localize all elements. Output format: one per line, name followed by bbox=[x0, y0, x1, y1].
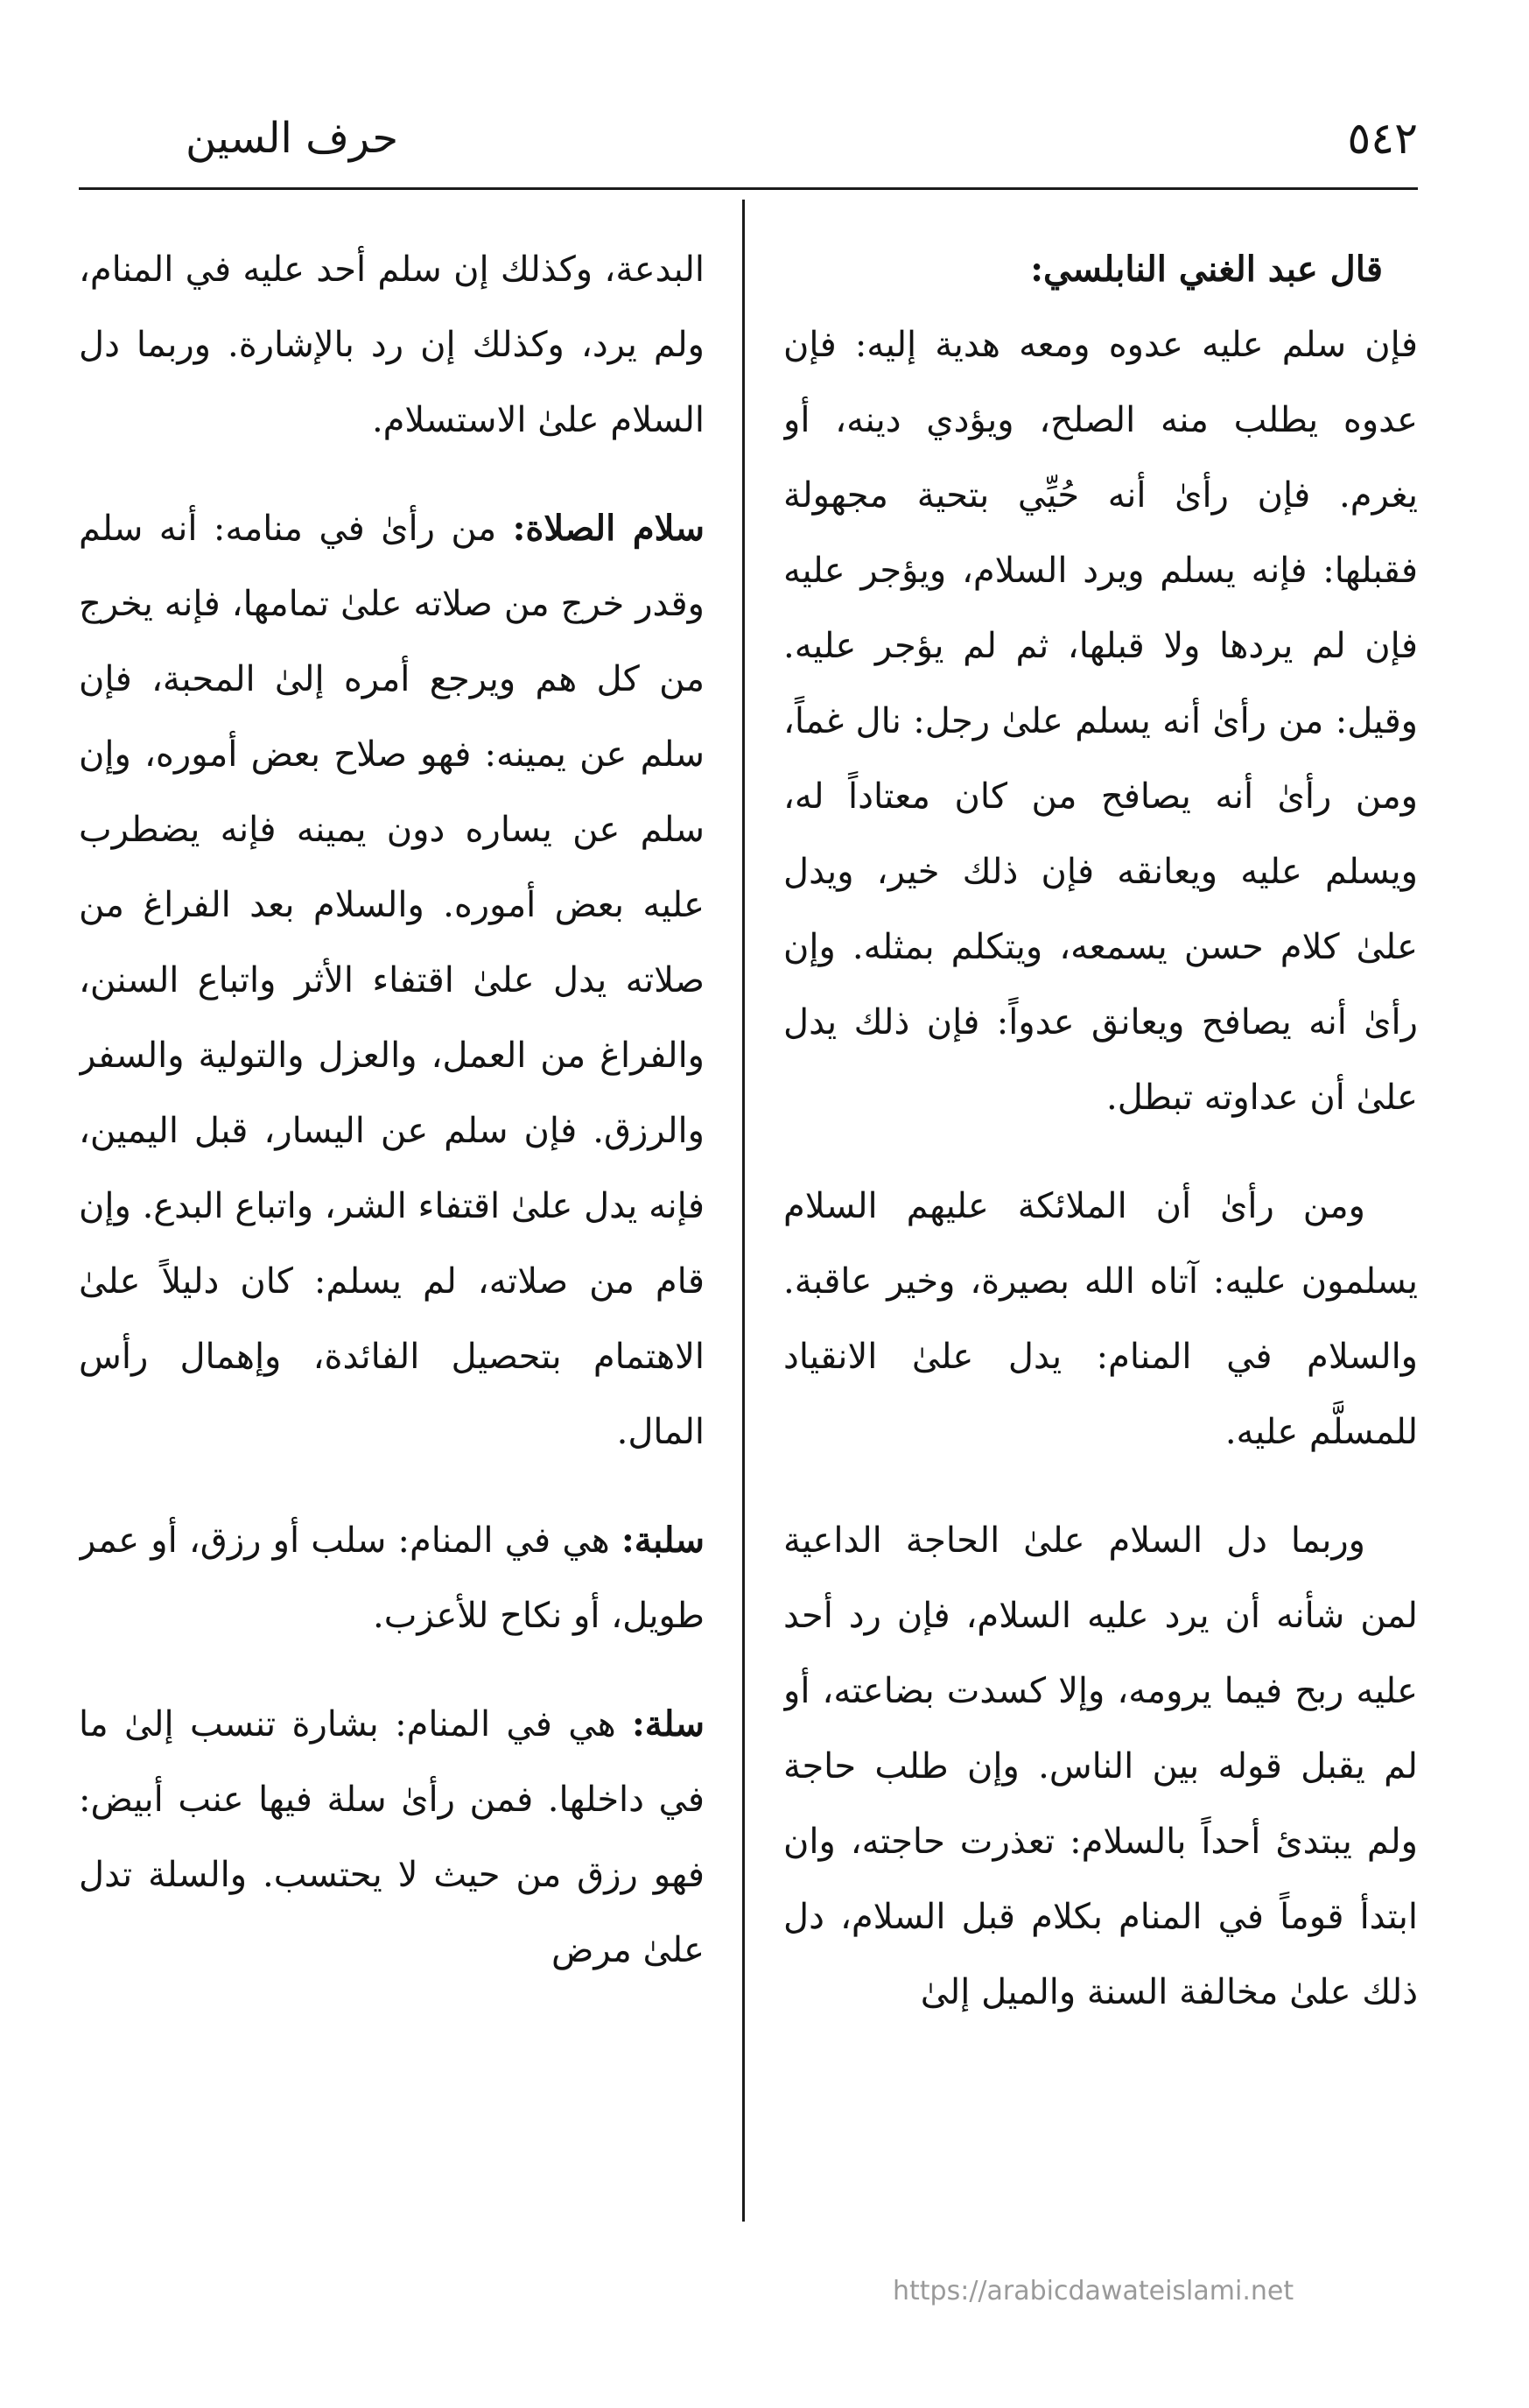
entry-term: سلام الصلاة: bbox=[512, 508, 705, 549]
paragraph: وربما دل السلام علىٰ الحاجة الداعية لمن شأنه أن يرد عليه السلام، فإن رد أحد عليه ربح فيما يرومه، وإلا كسدت بضاعته، أو لم يقبل قوله بين الناس. وإن طلب حاجة ولم يبتدئ أحداً بالسلام: تعذرت حاجته، وان ابتدأ قوماً في المنام بكلام قبل السلام، دل ذلك علىٰ مخالفة السنة والميل إلىٰ bbox=[783, 1520, 1418, 2012]
paragraph: البدعة، وكذلك إن سلم أحد عليه في المنام، ولم يرد، وكذلك إن رد بالإشارة. وربما دل السلام علىٰ الاستسلام. bbox=[79, 249, 705, 440]
section-heading: قال عبد الغني النابلسي: bbox=[1030, 249, 1383, 290]
left-column bbox=[79, 232, 705, 2236]
paragraph: ومن رأىٰ أن الملائكة عليهم السلام يسلمون عليه: آتاه الله بصيرة، وخير عاقبة. والسلام في المنام: يدل علىٰ الانقياد للمسلَّم عليه. bbox=[783, 1186, 1418, 1452]
entry-body: هي في المنام: سلب أو رزق، أو عمر طويل، أو نكاح للأعزب. bbox=[79, 1520, 705, 1636]
entry-salba bbox=[79, 1503, 705, 1653]
paragraph: فإن سلم عليه عدوه ومعه هدية إليه: فإن عدوه يطلب منه الصلح، ويؤدي دينه، أو يغرم. فإن رأىٰ أنه حُيِّي بتحية مجهولة فقبلها: فإنه يسلم ويرد السلام، ويؤجر عليه فإن لم يردها ولا قبلها، ثم لم يؤجر عليه. وقيل: من رأىٰ أنه يسلم علىٰ رجل: نال غماً، ومن رأىٰ أنه يصافح من كان معتاداً له، ويسلم عليه ويعانقه فإن ذلك خير، ويدل علىٰ كلام حسن يسمعه، ويتكلم بمثله. وإن رأىٰ أنه يصافح ويعانق عدواً: فإن ذلك يدل علىٰ أن عداوته تبطل. bbox=[783, 325, 1418, 1118]
header-divider bbox=[79, 187, 1418, 190]
column-divider bbox=[742, 200, 745, 2222]
entry-salam-salat bbox=[79, 491, 705, 1470]
entry-term: سلة: bbox=[632, 1703, 705, 1745]
entry-salla bbox=[79, 1687, 705, 1988]
entry-body: هي في المنام: بشارة تنسب إلىٰ ما في داخلها. فمن رأىٰ سلة فيها عنب أبيض: فهو رزق من حيث لا يحتسب. والسلة تدل علىٰ مرض bbox=[79, 1704, 705, 1970]
page-number: ٥٤٢ bbox=[1347, 113, 1418, 164]
entry-body: من رأىٰ في منامه: أنه سلم وقدر خرج من صلاته علىٰ تمامها، فإنه يخرج من كل هم ويرجع أمره إلىٰ المحبة، فإن سلم عن يمينه: فهو صلاح بعض أموره، وإن سلم عن يساره دون يمينه فإنه يضطرب عليه بعض أموره. والسلام بعد الفراغ من صلاته يدل علىٰ اقتفاء الأثر واتباع السنن، والفراغ من العمل، والعزل والتولية والسفر والرزق. فإن سلم عن اليسار، قبل اليمين، فإنه يدل علىٰ اقتفاء الشر، واتباع البدع. وإن قام من صلاته، لم يسلم: كان دليلاً علىٰ الاهتمام بتحصيل الفائدة، وإهمال رأس المال. bbox=[79, 509, 705, 1452]
running-header-title: حرف السين bbox=[186, 114, 398, 163]
source-watermark-url: https://arabicdawateislami.net bbox=[893, 2276, 1294, 2306]
entry-term: سلبة: bbox=[621, 1520, 705, 1561]
right-column bbox=[783, 232, 1418, 2236]
